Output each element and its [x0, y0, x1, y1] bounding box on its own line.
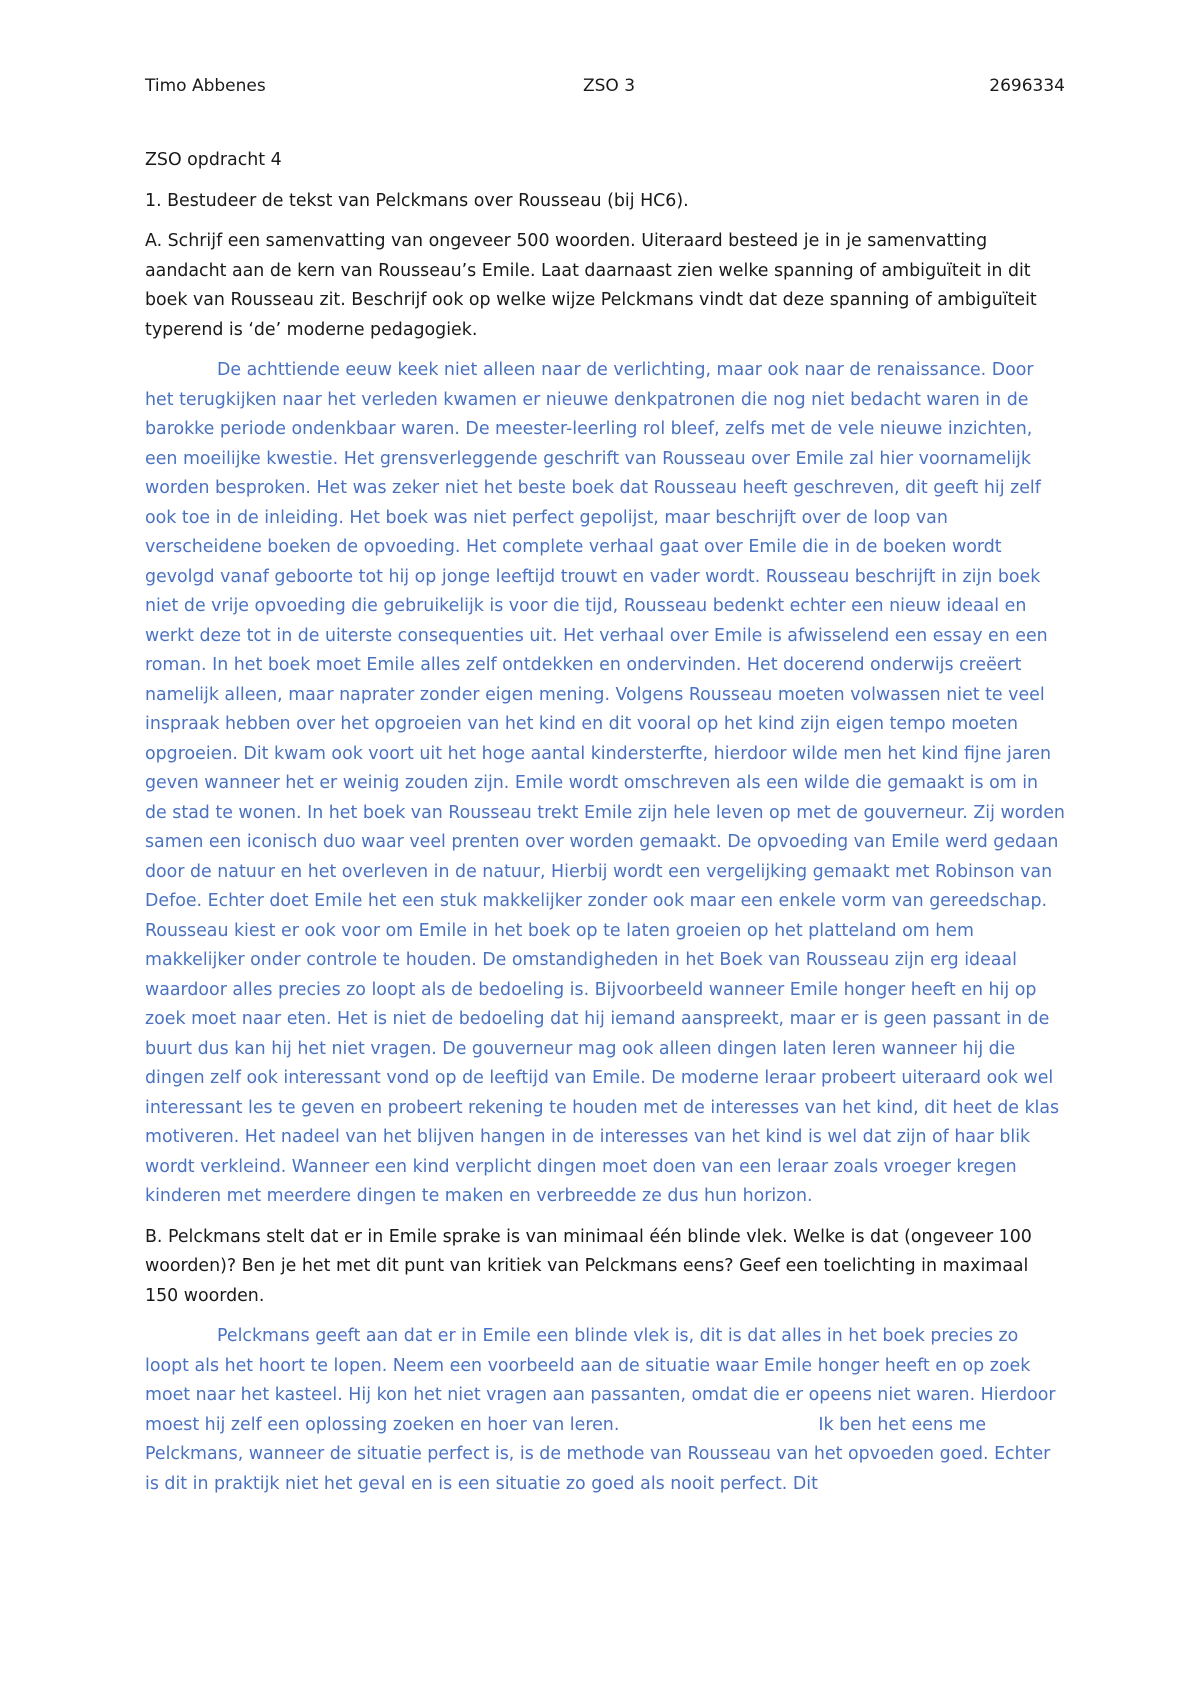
document-body — [145, 146, 1065, 1499]
header-author: Timo Abbenes — [145, 76, 266, 96]
page-header — [145, 76, 1065, 100]
question-1: 1. Bestudeer de tekst van Pelckmans over Rousseau (bij HC6). — [145, 190, 689, 211]
header-course: ZSO 3 — [583, 76, 636, 96]
question-a: A. Schrijf een samenvatting van ongeveer 500 woorden. Uiteraard besteed je in je samenvatting aandacht aan de kern van Rousseau’s Emile. Laat daarnaast zien welke spanning of ambiguïteit in dit boek van Rousseau zit. Beschrijf ook op welke wijze Pelckmans vindt dat deze spanning of ambiguïteit typerend is ‘de’ moderne pedagogiek. — [145, 231, 1037, 340]
header-student-number: 2696334 — [989, 76, 1065, 96]
question-b: B. Pelckmans stelt dat er in Emile sprake is van minimaal één blinde vlek. Welke is dat (ongeveer 100 woorden)? Ben je het met dit punt van kritiek van Pelckmans eens? Geef een toelichting in maximaal 150 woorden. — [145, 1226, 1032, 1306]
answer-a: De achttiende eeuw keek niet alleen naar de verlichting, maar ook naar de renaissance. Door het terugkijken naar het verleden kwamen er nieuwe denkpatronen die nog niet bedacht waren in de barokke periode ondenkbaar waren. De meester-leerling rol bleef, zelfs met de vele nieuwe inzichten, een moeilijke kwestie. Het grensverleggende geschrift van Rousseau over Emile zal hier voornamelijk worden besproken. Het was zeker niet het beste boek dat Rousseau heeft geschreven, dit geeft hij zelf ook toe in de inleiding. Het boek was niet perfect gepolijst, maar beschrijft over de loop van verscheidene boeken de opvoeding. Het complete verhaal gaat over Emile die in de boeken wordt gevolgd vanaf geboorte tot hij op jonge leeftijd trouwt en vader wordt. Rousseau beschrijft in zijn boek niet de vrije opvoeding die gebruikelijk is voor die tijd, Rousseau bedenkt echter een nieuw ideaal en werkt deze tot in de uiterste consequenties uit. Het verhaal over Emile is afwisselend een essay en een roman. In het boek moet Emile alles zelf ontdekken en ondervinden. Het docerend onderwijs creëert namelijk alleen, maar naprater zonder eigen mening. Volgens Rousseau moeten volwassen niet te veel inspraak hebben over het opgroeien van het kind en dit vooral op het kind zijn eigen tempo moeten opgroeien. Dit kwam ook voort uit het hoge aantal kindersterfte, hierdoor wilde men het kind fijne jaren geven wanneer het er weinig zouden zijn. Emile wordt omschreven als een wilde die gemaakt is om in de stad te wonen. In het boek van Rousseau trekt Emile zijn hele leven op met de gouverneur. Zij worden samen een iconisch duo waar veel prenten over worden gemaakt. De opvoeding van Emile werd gedaan door de natuur en het overleven in de natuur, Hierbij wordt een vergelijking gemaakt met Robinson van Defoe. Echter doet Emile het een stuk makkelijker zonder ook maar een enkele vorm van gereedschap. Rousseau kiest er ook voor om Emile in het boek op te laten groeien op het platteland om hem makkelijker onder controle te houden. De omstandigheden in het Boek van Rousseau zijn erg ideaal waardoor alles precies zo loopt als de bedoeling is. Bijvoorbeeld wanneer Emile honger heeft en hij op zoek moet naar eten. Het is niet de bedoeling dat hij iemand aanspreekt, maar er is geen passant in de buurt dus kan hij het niet vragen. De gouverneur mag ook alleen dingen laten leren wanneer hij die dingen zelf ook interessant vond op de leeftijd van Emile. De moderne leraar probeert uiteraard ook wel interessant les te geven en probeert rekening te houden met de interesses van het kind, dit heet de klas motiveren. Het nadeel van het blijven hangen in de interesses van het kind is wel dat zijn of haar blik wordt verkleind. Wanneer een kind verplicht dingen moet doen van een leraar zoals vroeger kregen kinderen met meerdere dingen te maken en verbreedde ze dus hun horizon. — [145, 360, 1065, 1206]
answer-b: Pelckmans geeft aan dat er in Emile een blinde vlek is, dit is dat alles in het boek precies zo loopt als het hoort te lopen. Neem een voorbeeld aan de situatie waar Emile honger heeft en op zoek moet naar het kasteel. Hij kon het niet vragen aan passanten, omdat die er opeens niet waren. Hierdoor moest hij zelf een oplossing zoeken en hoer van leren. Ik ben het eens me Pelckmans, wanneer de situatie perfect is, is de methode van Rousseau van het opvoeden goed. Echter is dit in praktijk niet het geval en is een situatie zo goed als nooit perfect. Dit — [145, 1326, 1062, 1494]
document-title: ZSO opdracht 4 — [145, 150, 282, 170]
